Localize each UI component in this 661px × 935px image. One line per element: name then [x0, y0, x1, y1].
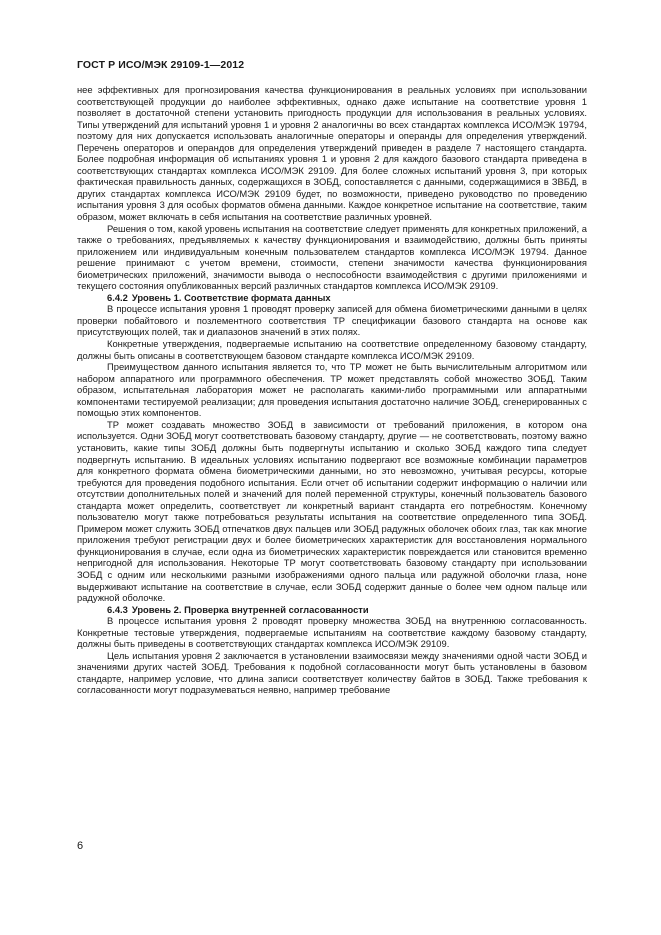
section-number: 6.4.3: [107, 603, 128, 615]
paragraph: Цель испытания уровня 2 заключается в установлении взаимосвязи между значениями одной части ЗОБД и значениями других частей ЗОБД. Требования к подобной согласованности могут быть установлены в базовом стандарте, например условие, что длина записи соответствует количеству байтов в ЗОБД. Также требования к согласованности могут подразумеваться неявно, например требование: [77, 649, 587, 696]
paragraph: В процессе испытания уровня 2 проводят проверку множества ЗОБД на внутреннюю согласованность. Конкретные тестовые утверждения, подвергаемые испытаниям на соответствие каждому базовому стандарту, должны быть приведены в соответствующих стандартах комплекса ИСО/МЭК 29109.: [77, 615, 587, 650]
section-number: 6.4.2: [107, 291, 128, 303]
paragraph: Преимуществом данного испытания является то, что ТР может не быть вычислительным алгоритмом или набором аппаратного или программного обеспечения. ТР может представлять собой множество ЗОБД. Таким образом, испытательная лаборатория может не располагать какими-либо программными или аппаратными компонентами тестируемой реализации; для проведения испытания достаточно наличие ЗОБД, сгенерированных с помощью этих компонентов.: [77, 361, 587, 419]
paragraph: Конкретные утверждения, подвергаемые испытанию на соответствие определенному базовому стандарту, должны быть описаны в соответствующем базовом стандарте комплекса ИСО/МЭК 29109.: [77, 338, 587, 361]
section-heading-6-4-2: [77, 292, 587, 304]
paragraph: ТР может создавать множество ЗОБД в зависимости от требований приложения, в котором она используется. Одни ЗОБД могут соответствовать базовому стандарту, другие — не соответствовать, поэтому важно установить, какие типы ЗОБД должны быть подвергнуты испытанию и сколько ЗОБД каждого типа следует подвергнуть испытанию. В идеальных условиях испытанию подвергают все возможные комбинации параметров для конкретного формата обмена биометрическими данными, но это невозможно, учитывая ресурсы, которые требуются для проведения подобного испытания. Если отчет об испытании содержит информацию о наличии или отсутствии дополнительных полей и значений для полей переменной структуры, конечный пользователь базового стандарта может определить, соответствует ли конкретный вариант стандарта его потребностям. Конечному пользователю могут также потребоваться результаты испытания на соответствие определенного типа ЗОБД. Примером может служить ЗОБД отпечатков двух пальцев или ЗОБД радужных оболочек обоих глаз, так как многие приложения требуют регистрации двух и более биометрических характеристик для восстановления нормального функционирования в случае, если одна из биометрических характеристик повреждается или становится временно непригодной для использования. Некоторые ТР могут соответствовать базовому стандарту при использовании ЗОБД с одним или несколькими разными изображениями одного пальца или радужной оболочки глаза, ноне выдерживают испытание на соответствие в случае, если ЗОБД содержит данные о более чем одном пальце или радужной оболочке.: [77, 418, 587, 604]
section-title: Уровень 1. Соответствие формата данных: [131, 291, 331, 303]
paragraph: Решения о том, какой уровень испытания на соответствие следует применять для конкретных приложений, а также о требованиях, предъявляемых к качеству функционирования и взаимодействию, должны быть приняты приложением или индивидуальным конечным пользователем стандартов комплекса ИСО/МЭК 19794. Данное решение принимают с учетом времени, стоимости, степени значимости качества функционирования биометрических приложений, значимости вывода о неспособности взаимодействия с другими приложениями и текущего состояния опубликованных версий различных стандартов комплекса ИСО/МЭК 29109.: [77, 222, 587, 292]
document-body: [77, 84, 587, 696]
section-heading-6-4-3: [77, 604, 587, 616]
paragraph: В процессе испытания уровня 1 проводят проверку записей для обмена биометрическими данными в целях проверки побайтового и позлементного соответствия ТР спецификации базового стандарта на основе как присутствующих полей, так и диапазонов значений в этих полях.: [77, 303, 587, 338]
page-number: 6: [77, 840, 84, 852]
paragraph: нее эффективных для прогнозирования качества функционирования в реальных условиях при использовании соответствующей продукции до наиболее эффективных, однако даже испытание на соответствие уровня 1 позволяет в достаточной степени установить пригодность продукции для использования в реальных условиях. Типы утверждений для испытаний уровня 1 и уровня 2 аналогичны во всех стандартах комплекса ИСО/МЭК 19794, поэтому для них допускается использовать аналогичные операторы и операнды для определения утверждений. Перечень операторов и операндов для определения утверждений приведен в разделе 7 настоящего стандарта. Более подробная информация об испытаниях уровня 1 и уровня 2 для каждого базового стандарта приведена в соответствующих стандартах комплекса ИСО/МЭК 29109. Для более сложных испытаний уровня 3, при которых фактическая правильность данных, содержащихся в ЗОБД, сопоставляется с данными, содержащимися в ЗВБД, в других стандартах комплекса ИСО/МЭК 29109 будет, по возможности, приведено руководство по проведению испытания уровня 3 для особых форматов обмена данными. Каждое конкретное испытание на соответствие, таким образом, может включать в себя испытания на соответствие различных уровней.: [77, 84, 587, 223]
section-title: Уровень 2. Проверка внутренней согласованности: [131, 603, 369, 615]
standard-header: ГОСТ Р ИСО/МЭК 29109-1—2012: [77, 59, 245, 71]
